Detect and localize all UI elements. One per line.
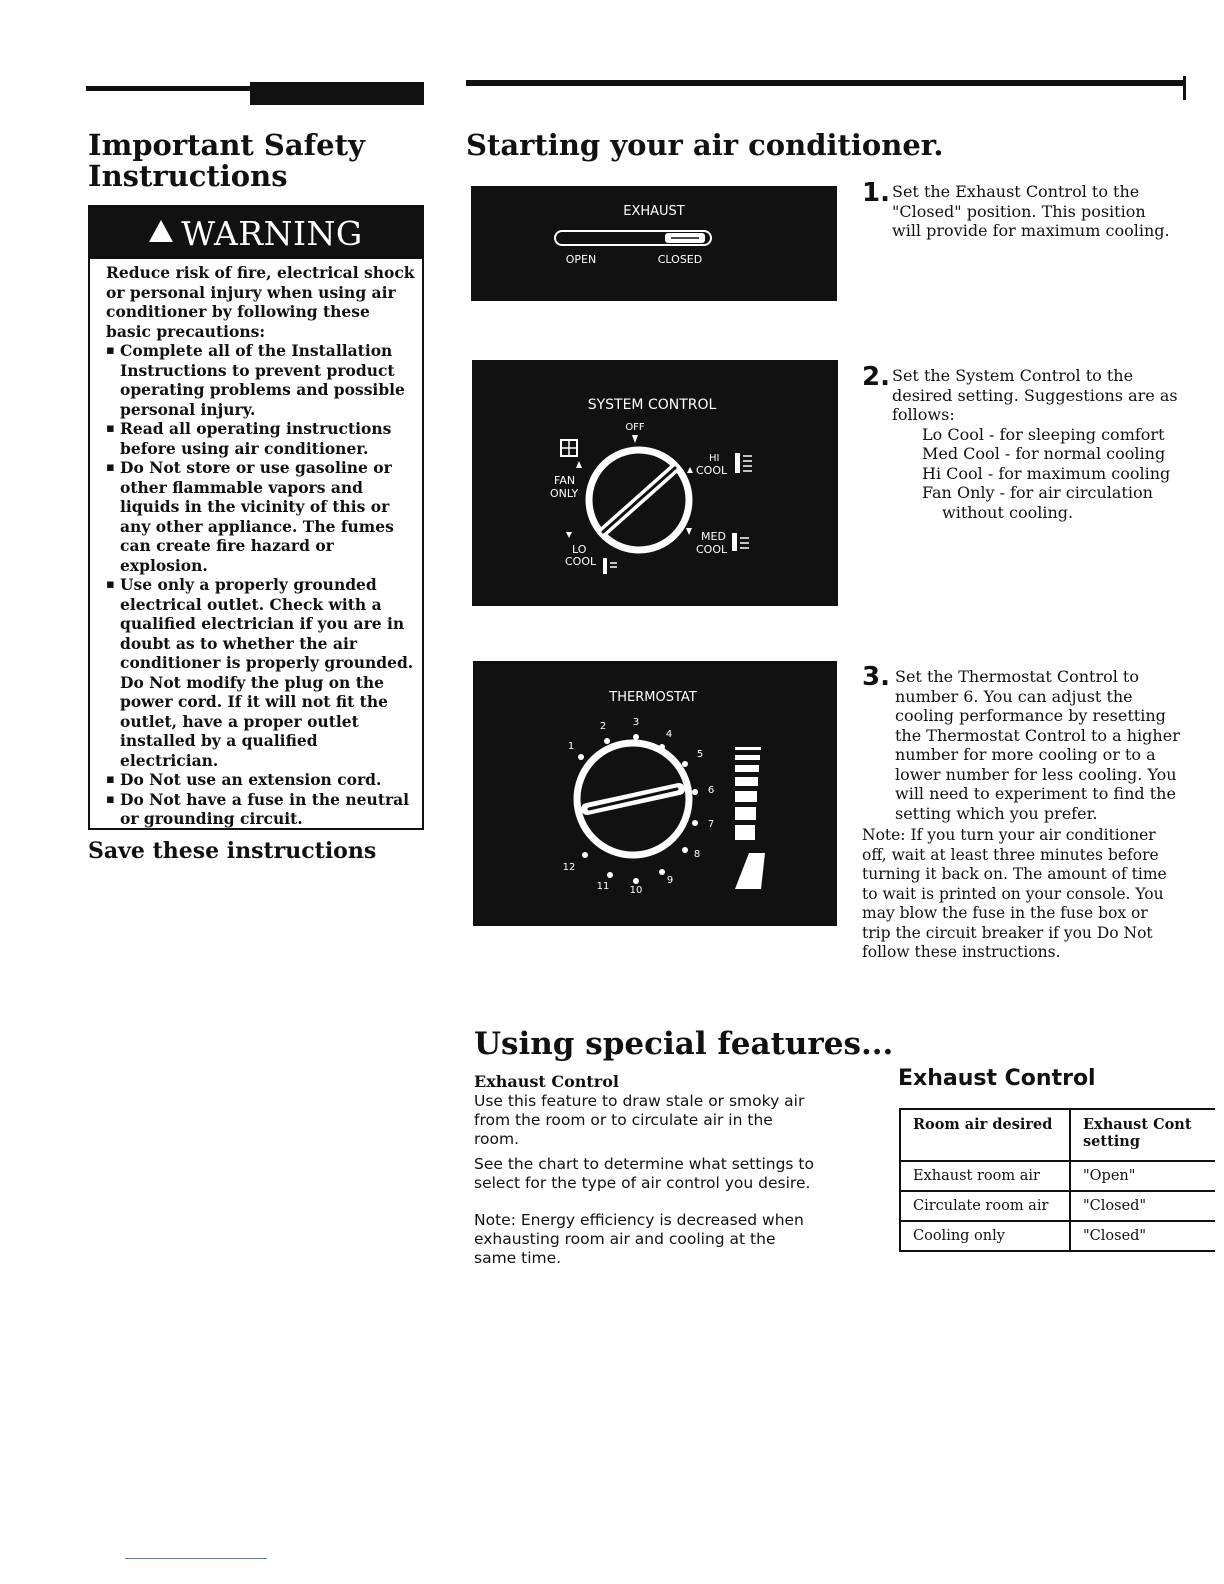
special-paragraph-1 xyxy=(474,1092,844,1149)
fan-marker-icon xyxy=(576,461,582,468)
system-only-label: ONLY xyxy=(550,487,579,500)
system-panel-graphic xyxy=(472,360,838,606)
step-3-line: number for more cooling or to a xyxy=(895,745,1156,764)
system-control-panel xyxy=(472,360,838,606)
thermostat-number-6: 6 xyxy=(707,785,715,796)
note-line: turning it back on. The amount of time xyxy=(862,865,1167,883)
note-line: may blow the fuse in the fuse box or xyxy=(862,904,1148,922)
thermostat-number-12: 12 xyxy=(562,862,576,873)
exhaust-open-label: OPEN xyxy=(565,253,597,266)
hi-level-bar xyxy=(735,453,740,473)
step-2-line: desired setting. Suggestions are as xyxy=(892,385,1178,405)
thermostat-number-4: 4 xyxy=(665,729,673,740)
special-paragraph-3 xyxy=(474,1211,844,1268)
thermostat-number-9: 9 xyxy=(666,875,674,886)
system-off-label: OFF xyxy=(625,422,645,433)
thermostat-number-5: 5 xyxy=(696,749,704,760)
thermostat-marker-icon xyxy=(582,852,588,858)
special-line: same time. xyxy=(474,1249,562,1267)
warning-triangle-icon xyxy=(149,220,173,242)
special-line: Use this feature to draw stale or smoky air xyxy=(474,1092,805,1110)
note-line: off, wait at least three minutes before xyxy=(862,845,1159,864)
table-cell-room: Exhaust room air xyxy=(900,1161,1070,1191)
special-line: See the chart to determine what settings to xyxy=(474,1155,814,1173)
special-features-title: Using special features... xyxy=(474,1026,894,1062)
precaution-item: ▪ Complete all of the Installation Instructions to prevent product operating problems and possible personal injury. xyxy=(106,341,418,419)
cooling-level-bar xyxy=(735,807,756,820)
cooling-level-bar xyxy=(735,825,755,840)
step-2-number: 2. xyxy=(862,362,890,392)
table-header-row xyxy=(900,1109,1215,1161)
thermostat-number-3: 3 xyxy=(632,717,640,728)
table-row xyxy=(900,1191,1215,1221)
warning-intro: Reduce risk of fire, electrical shock or personal injury when using air conditioner by following these basic precautions: xyxy=(106,263,415,341)
step-2-suggestion: Fan Only - for air circulation xyxy=(922,483,1153,502)
thermostat-panel-label: THERMOSTAT xyxy=(609,690,697,705)
step-2-line: follows: xyxy=(892,405,955,424)
table-header-setting xyxy=(1070,1109,1215,1161)
table-cell-setting: "Closed" xyxy=(1070,1191,1215,1221)
thermostat-marker-icon xyxy=(578,754,584,760)
thermostat-marker-icon xyxy=(633,734,639,740)
note-line: follow these instructions. xyxy=(862,943,1061,961)
thermostat-marker-icon xyxy=(659,744,665,750)
exhaust-closed-label: CLOSED xyxy=(657,253,703,266)
system-hi-label: HI xyxy=(709,453,720,464)
table-header-setting-line2: setting xyxy=(1083,1133,1140,1150)
thermostat-marker-icon xyxy=(692,789,698,795)
right-top-rule xyxy=(466,80,1186,86)
thermostat-number-7: 7 xyxy=(707,819,715,830)
special-line: select for the type of air control you desire. xyxy=(474,1174,811,1192)
starting-title: Starting your air conditioner. xyxy=(466,128,944,162)
thermostat-number-10: 10 xyxy=(629,885,643,896)
thermostat-number-2: 2 xyxy=(599,721,607,732)
step-3-line: setting which you prefer. xyxy=(895,803,1098,823)
left-top-block xyxy=(250,82,424,105)
thermostat-panel xyxy=(473,661,837,926)
lo-marker-icon xyxy=(566,532,572,538)
thermostat-marker-icon xyxy=(607,872,613,878)
thermostat-number-1: 1 xyxy=(567,741,575,752)
special-line: from the room or to circulate air in the xyxy=(474,1111,773,1129)
cooling-level-bar xyxy=(735,765,759,772)
thermostat-number-8: 8 xyxy=(693,849,701,860)
step-1-line: "Closed" position. This position xyxy=(892,201,1146,221)
right-top-tick xyxy=(1183,76,1186,100)
step-2-suggestion: Med Cool - for normal cooling xyxy=(922,444,1166,463)
step-1-line: will provide for maximum cooling. xyxy=(892,221,1170,240)
system-fan-label: FAN xyxy=(554,474,576,487)
table-row xyxy=(900,1221,1215,1251)
table-cell-room: Circulate room air xyxy=(900,1191,1070,1221)
off-marker-icon xyxy=(632,435,638,443)
step-3-line: number 6. You can adjust the xyxy=(895,686,1133,706)
thermostat-marker-icon xyxy=(682,761,688,767)
safety-title-line1: Important Safety xyxy=(88,128,365,162)
system-panel-label: SYSTEM CONTROL xyxy=(587,397,717,413)
table-cell-setting: "Open" xyxy=(1070,1161,1215,1191)
step-2-line: Set the System Control to the xyxy=(892,366,1134,385)
precaution-list xyxy=(106,341,418,829)
step-3-line: Set the Thermostat Control to xyxy=(895,667,1139,686)
precaution-item: ▪ Do Not use an extension cord. xyxy=(106,770,418,790)
exhaust-panel-graphic xyxy=(471,186,837,301)
table-cell-setting: "Closed" xyxy=(1070,1221,1215,1251)
precaution-item: ▪ Do Not have a fuse in the neutral or grounding circuit. xyxy=(106,790,418,829)
step-2-suggestion: Hi Cool - for maximum cooling xyxy=(922,463,1171,483)
restart-note xyxy=(862,826,1192,963)
special-paragraph-2 xyxy=(474,1155,844,1193)
warning-banner xyxy=(90,207,422,259)
step-3-line: the Thermostat Control to a higher xyxy=(895,725,1180,745)
hi-marker-icon xyxy=(687,467,693,473)
note-line: Note: If you turn your air conditioner xyxy=(862,826,1156,844)
table-header-room: Room air desired xyxy=(900,1109,1070,1161)
thermostat-number-11: 11 xyxy=(596,881,610,892)
step-3-number: 3. xyxy=(862,662,890,692)
step-3-line: lower number for less cooling. You xyxy=(895,764,1177,784)
precaution-item: ▪ Do Not store or use gasoline or other flammable vapors and liquids in the vicinity of this or any other appliance. The fumes can create fire hazard or explosion. xyxy=(106,458,418,575)
precaution-item: ▪ Use only a properly grounded electrical outlet. Check with a qualified electrician if you are in doubt as to whether the air conditioner is properly grounded. Do Not modify the plug on the power cord. If it will not fit the outlet, have a proper outlet installed by a qualified electrician. xyxy=(106,575,418,770)
thermostat-marker-icon xyxy=(692,820,698,826)
exhaust-control-panel xyxy=(471,186,837,301)
exhaust-settings-table xyxy=(899,1108,1215,1252)
warning-box xyxy=(88,205,424,830)
thermostat-marker-icon xyxy=(633,878,639,884)
special-line: exhausting room air and cooling at the xyxy=(474,1230,776,1248)
step-3-line: will need to experiment to find the xyxy=(895,784,1176,803)
special-features-subtitle: Exhaust Control xyxy=(474,1072,619,1091)
save-instructions-note: Save these instructions xyxy=(88,838,377,864)
cooling-level-bar xyxy=(735,791,757,802)
special-line: Note: Energy efficiency is decreased when xyxy=(474,1211,804,1229)
thermostat-marker-icon xyxy=(682,847,688,853)
table-row xyxy=(900,1161,1215,1191)
system-med-label: MED xyxy=(701,530,726,543)
step-2-suggestion: without cooling. xyxy=(942,502,1074,522)
safety-title-line2: Instructions xyxy=(88,159,288,193)
step-1-number: 1. xyxy=(862,178,890,208)
cooling-level-bar xyxy=(735,777,758,786)
system-lo-cool-label: COOL xyxy=(565,555,597,568)
system-med-cool-label: COOL xyxy=(696,543,728,556)
note-line: to wait is printed on your console. You xyxy=(862,884,1164,903)
safety-title xyxy=(88,130,428,192)
special-line: room. xyxy=(474,1130,520,1148)
footer-underline xyxy=(125,1558,267,1559)
step-3-line: cooling performance by resetting xyxy=(895,706,1166,725)
cooling-level-bar xyxy=(735,755,760,760)
exhaust-table-title: Exhaust Control xyxy=(898,1066,1096,1091)
step-1-line: Set the Exhaust Control to the xyxy=(892,182,1140,201)
thermostat-marker-icon xyxy=(604,738,610,744)
table-cell-room: Cooling only xyxy=(900,1221,1070,1251)
warning-label: WARNING xyxy=(181,213,363,253)
cooling-level-bar xyxy=(735,747,761,750)
med-level-bar xyxy=(732,533,737,551)
precaution-item: ▪ Read all operating instructions before using air conditioner. xyxy=(106,419,418,458)
note-line: trip the circuit breaker if you Do Not xyxy=(862,923,1153,942)
table-header-setting-line1: Exhaust Cont xyxy=(1083,1116,1192,1133)
system-hi-cool-label: COOL xyxy=(696,464,728,477)
exhaust-panel-label: EXHAUST xyxy=(623,204,685,219)
step-2-suggestion: Lo Cool - for sleeping comfort xyxy=(922,424,1165,444)
thermostat-graphic xyxy=(473,661,837,926)
med-marker-icon xyxy=(686,528,692,535)
system-lo-label: LO xyxy=(572,543,587,556)
thermostat-marker-icon xyxy=(659,869,665,875)
cooling-level-bar xyxy=(735,853,765,889)
lo-level-bar xyxy=(603,558,607,574)
